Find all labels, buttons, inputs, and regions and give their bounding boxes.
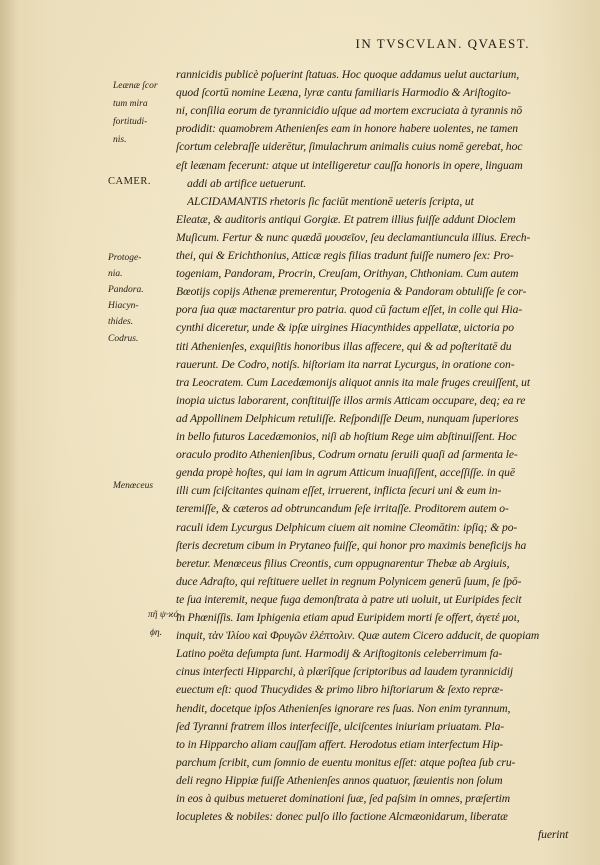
margin-note-leaena4: nis. <box>113 135 127 145</box>
text-line: tra Leocratem. Cum Lacedæmonijs aliquot annis ita male fruges creuiſſent, ut <box>176 375 530 389</box>
text-line: thei, qui & Erichthonius, Atticæ regis filias tradunt fuiſſe numero ſex: Pro- <box>176 249 514 262</box>
margin-note-menoeceus: Menœceus <box>113 481 154 491</box>
text-line: ni, conſilia eorum de tyrannicidio uſque ad mortem excruciata à tyrannis nō <box>176 104 523 118</box>
text-line: beretur. Menœceus filius Creontis, cum oppugnarentur Thebæ ab Argiuis, <box>176 556 510 570</box>
text-line: Eleatæ, & auditoris antiqui Gorgiæ. Et patrem illius fuiſſe addunt Dioclem <box>176 212 516 226</box>
text-line: locupletes & nobiles: donec pulſo illo factione Alcmæonidarum, liberatæ <box>176 810 508 824</box>
text-line: cinus interfecti Hipparchi, à plærîſque ſcriptoribus ad laudem tyrannicidij <box>176 665 513 679</box>
text-line: pora ſua quæ mactarentur pro patria. quod cū factum eſſet, in colle qui Hia- <box>176 303 523 317</box>
margin-note-hiacyn2: thides. <box>108 317 134 327</box>
text-line: te ſua interemit, neque fuga demonſtrata à patre uti uoluit, ut Euripides fecit <box>176 592 522 606</box>
margin-note-greek1: πῆ ψ·ϰό- <box>148 610 182 620</box>
text-line: inquit, τὰν Ἰλίου καὶ Φρυγῶν ἑλέπτολιν. Quæ autem Cicero adducit, de quopiam <box>176 629 540 643</box>
text-line: oraculo prodito Athenienſibus, Codrum ornatu ſeruili quaſi ad ſarmenta le- <box>176 448 518 462</box>
text-line: rauerunt. De Codro, notiſs. hiſtoriam ita narrat Lycurgus, in oratione con- <box>176 357 515 371</box>
text-line: in eos à quibus metueret dominationi ſuæ, ſed paſsim in omnes, præſertim <box>176 792 511 805</box>
text-line: ſteris decretum cibum in Prytaneo fuiſſe, qui honor pro maximis beneficijs ha <box>176 538 527 552</box>
text-line: titi Athenienſes, exquiſitis honoribus illas affecere, qui & ad poſteritatē du <box>176 339 512 353</box>
text-line: genda propè hoſtes, qui iam in agrum Atticum inuaſiſſent, acceſſiſſe. in quē <box>176 466 515 480</box>
text-line: deli regno Hippiæ fuiſſe Athenienſes annos quatuor, ſæuientis non ſolum <box>176 773 503 787</box>
text-line: in Phœniſſis. Iam Iphigenia etiam apud Euripidem morti ſe offert, ἀγετέ μοι, <box>176 611 520 624</box>
text-line: togeniam, Pandoram, Procrin, Creuſam, Orithyan, Chthoniam. Cum autem <box>176 267 519 281</box>
text-line: prodidit: quamobrem Athenienſes eam in honore habere uolentes, ne tamen <box>176 122 518 136</box>
text-line: quod ſcortū nomine Leæna, lyræ cantu familiaris Harmodio & Ariſtogito- <box>176 86 511 100</box>
text-line: ſcortum celebraſſe uiderētur, ſimulachrum animalis cuius nomē gerebat, hoc <box>176 140 523 154</box>
margin-note-leaena: Leænæ ſcor <box>113 81 158 91</box>
text-line: Bœotijs copijs Athenæ premerentur, Protogenia & Pandoram obtuliſſe ſe cor- <box>176 285 527 299</box>
text-line: Muſicum. Fertur & nunc quædā μουσεῖον, ſeu declamantiuncula illius. Erech- <box>176 230 531 244</box>
margin-note-protoge1: Protoge- <box>108 253 142 263</box>
text-line: ad Appollinem Delphicum retuliſſe. Reſpondiſſe Deum, nunquam ſuperiores <box>176 411 519 425</box>
margin-note-leaena2: tum mira <box>113 99 148 109</box>
text-line: rannicidis publicè poſuerint ſtatuas. Hoc quoque addamus uelut auctarium, <box>176 68 520 81</box>
margin-note-leaena3: fortitudi- <box>113 117 148 127</box>
text-line: eſt leænam fecerunt: atque ut intelligeretur cauſſa honoris in opere, linguam <box>176 158 523 172</box>
text-line: parchum ſcribit, cum ſomnio de euentu monitus eſſet: atque poſtea ſub cru- <box>176 755 516 769</box>
text-line: in bello futuros Lacedæmonios, niſi ab hoſtium Rege uim abſtinuiſſent. Hoc <box>176 430 517 443</box>
margin-note-camer: CAMER. <box>108 176 151 187</box>
text-line: raculi idem Lycurgus Delphicum ciuem ait nomine Cleomātin: ipſiq; & po- <box>176 520 518 534</box>
text-line: ALCIDAMANTIS rhetoris ſic faciūt mentionē ueteris ſcripta, ut <box>187 194 474 208</box>
margin-note-hiacyn1: Hiacyn- <box>108 301 139 311</box>
text-line: teremiſſe, & cæteros ad obtruncandum ſeſe irritaſſe. Proditorem autem o- <box>176 502 509 516</box>
text-line: inopia uictus laborarent, conſtituiſſe illos armis Atticam occupare, deq; ea re <box>176 393 526 407</box>
text-line: Latino poëta deſumpta ſunt. Harmodij & Ariſtogitonis celeberrimum fa- <box>176 647 503 661</box>
text-line: cynthi diceretur, unde & ipſæ uirgines Hiacynthides appellatæ, uictoria po <box>176 321 514 335</box>
text-line: hendit, docetque ipſos Athenienſes ignorare res ſuas. Non enim tyrannum, <box>176 701 511 715</box>
text-line: fuerint <box>538 828 569 842</box>
running-header: IN TVSCVLAN. QVAEST. <box>355 36 530 51</box>
text-line: illi cum ſciſcitantes quinam eſſet, irruerent, inflicta ſecuri uni & eum in- <box>176 484 502 498</box>
text-line: addi ab artifice uetuerunt. <box>187 176 307 190</box>
margin-note-protoge2: nia. <box>108 269 123 279</box>
text-line: duce Adraſto, qui reſtituere uellet in regnum Polynicem generū ſuum, ſe ſpō- <box>176 574 522 588</box>
text-line: ſed Tyranni fratrem illos interfeciſſe, ulciſcentes iniuriam priuatam. Pla- <box>176 719 505 733</box>
text-line: euectum eſt: quod Thucydides & primo libro hiſtoriarum & ſexto repræ- <box>176 683 504 697</box>
margin-note-pandora: Pandora. <box>108 285 144 295</box>
text-line: to in Hipparcho aliam cauſſam affert. Herodotus etiam interfectum Hip- <box>176 737 504 751</box>
margin-note-greek2: ϕη. <box>150 628 163 638</box>
margin-note-codrus: Codrus. <box>108 334 139 344</box>
